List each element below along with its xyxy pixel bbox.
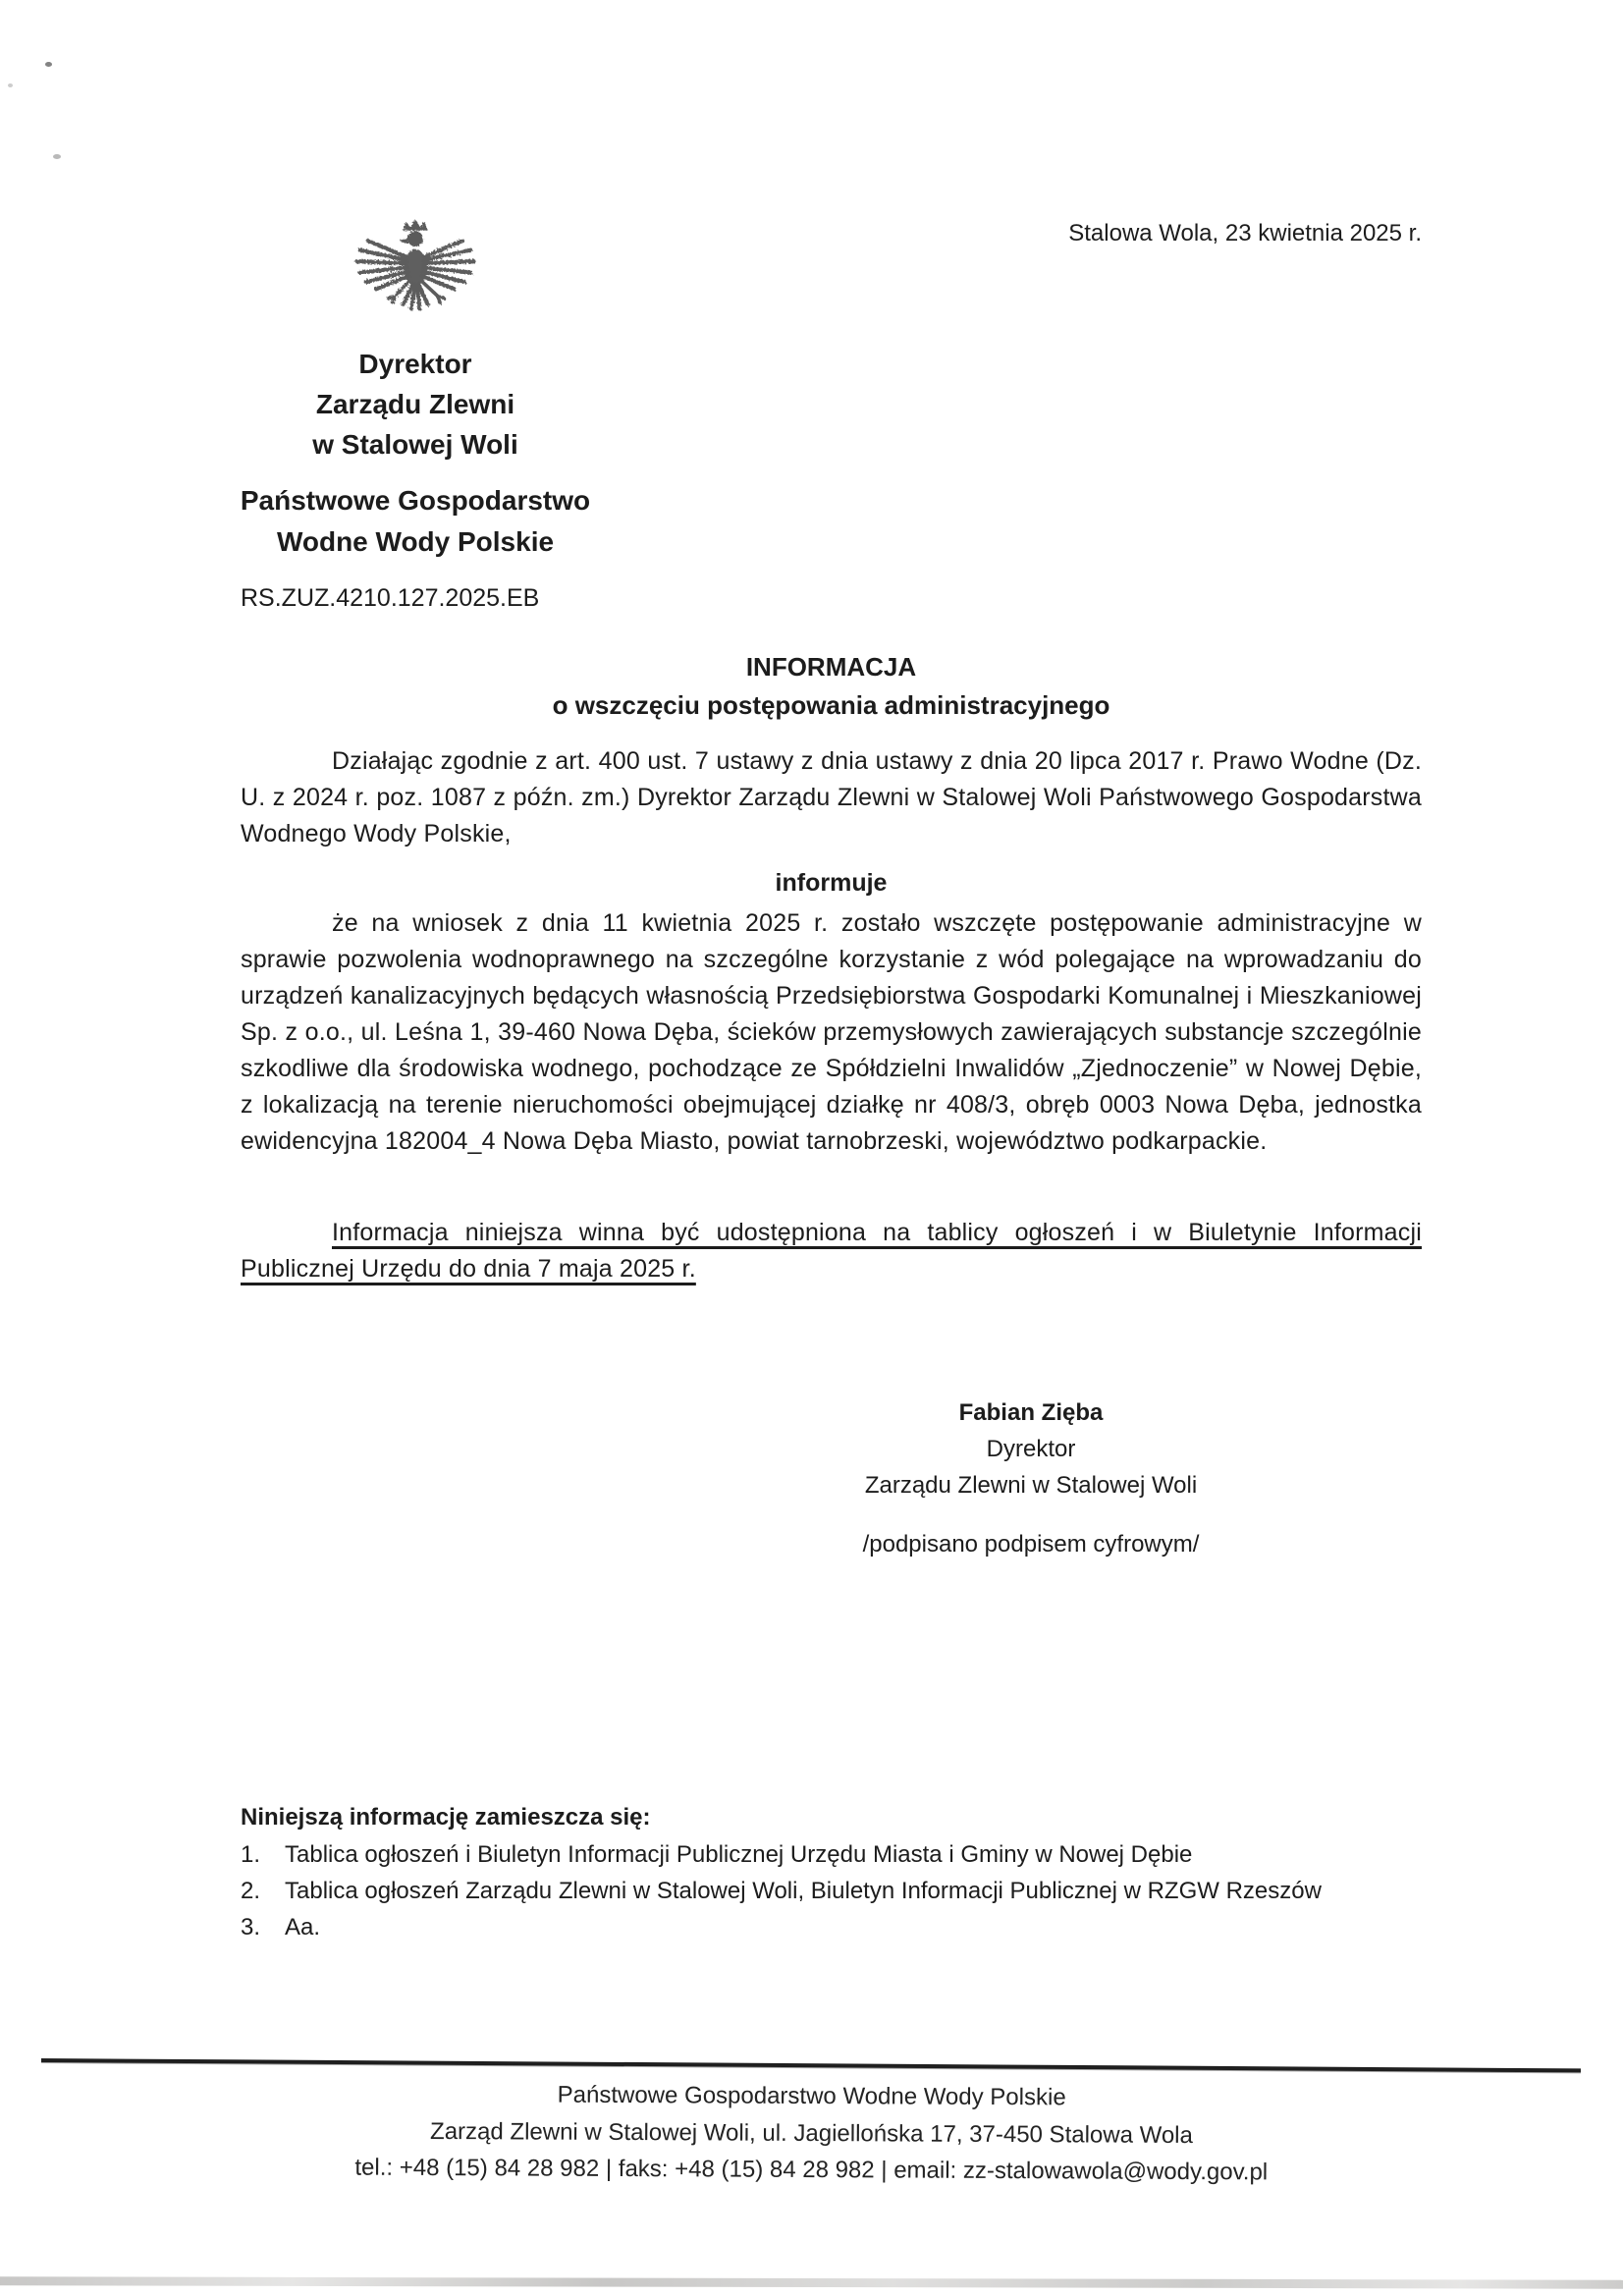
footer-org-line: Państwowe Gospodarstwo Wodne Wody Polskie bbox=[557, 2081, 1066, 2111]
scan-artifact-speck bbox=[53, 154, 61, 159]
distribution-item-text: Aa. bbox=[285, 1914, 321, 1941]
letterhead-org-line: Państwowe Gospodarstwo bbox=[240, 485, 591, 516]
signatory-title: Dyrektor bbox=[986, 1436, 1076, 1462]
document-title: INFORMACJA bbox=[745, 652, 917, 682]
footer-divider bbox=[41, 2058, 1581, 2072]
signatory-name: Fabian Zięba bbox=[958, 1399, 1104, 1426]
footer-address-line: Zarząd Zlewni w Stalowej Woli, ul. Jagiellońska 17, 37-450 Stalowa Wola bbox=[430, 2117, 1193, 2149]
letterhead-org-block bbox=[233, 480, 598, 563]
distribution-item-number: 3. bbox=[241, 1914, 261, 1941]
scan-edge-artifact bbox=[0, 2276, 1623, 2288]
distribution-item-number: 2. bbox=[241, 1878, 261, 1904]
distribution-item-number: 1. bbox=[241, 1841, 261, 1868]
paragraph-proceeding-details: że na wniosek z dnia 11 kwietnia 2025 r. zostało wszczęte postępowanie administracyjne w sprawie pozwolenia wodnoprawnego na szczególne korzystanie z wód polegające na wprowadzaniu do urządzeń kanalizacyjnych będących własnością Przedsiębiorstwa Gospodarki Komunalnej i Mieszkaniowej Sp. z o.o., ul. Leśna 1, 39-460 Nowa Dęba, ścieków przemysłowych zawierających substancje szczególnie szkodliwe dla środowiska wodnego, pochodzące ze Spółdzielni Inwalidów „Zjednoczenie” w Nowej Dębie, z lokalizacją na terenie nieruchomości obejmującej działkę nr 408/3, obręb 0003 Nowa Dęba, jednostka ewidencyjna 182004_4 Nowa Dęba Miasto, powiat tarnobrzeski, województwo podkarpackie. bbox=[241, 909, 1422, 1155]
letterhead-office-line: w Stalowej Woli bbox=[312, 429, 518, 460]
signatory-org: Zarządu Zlewni w Stalowej Woli bbox=[864, 1472, 1198, 1499]
paragraph-legal-basis: Działając zgodnie z art. 400 ust. 7 ustawy z dnia ustawy z dnia 20 lipca 2017 r. Prawo Wodne (Dz. U. z 2024 r. poz. 1087 z późn. zm.) Dyrektor Zarządu Zlewni w Stalowej Woli Państwowego Gospodarstwa Wodnego Wody Polskie, bbox=[241, 747, 1422, 847]
place-date-line: Stalowa Wola, 23 kwietnia 2025 r. bbox=[1068, 220, 1422, 246]
paragraph-publication-notice: Informacja niniejsza winna być udostępniona na tablicy ogłoszeń i w Biuletynie Informacji Publicznej Urzędu do dnia 7 maja 2025 r. bbox=[241, 1219, 1422, 1283]
letterhead-office-line: Zarządu Zlewni bbox=[315, 389, 515, 419]
scan-artifact-speck bbox=[45, 62, 52, 67]
informs-word: informuje bbox=[775, 869, 888, 897]
digital-signature-note: /podpisano podpisem cyfrowym/ bbox=[862, 1531, 1200, 1558]
distribution-item bbox=[241, 1841, 1478, 1869]
signature-block bbox=[589, 1394, 1473, 1562]
case-reference-number: RS.ZUZ.4210.127.2025.EB bbox=[241, 584, 540, 612]
distribution-heading: Niniejszą informację zamieszcza się: bbox=[241, 1804, 651, 1831]
letterhead-org-line: Wodne Wody Polskie bbox=[276, 526, 555, 557]
distribution-item bbox=[241, 1914, 1478, 1941]
distribution-item-text: Tablica ogłoszeń Zarządu Zlewni w Stalowej Woli, Biuletyn Informacji Publicznej w RZGW Rzeszów bbox=[285, 1878, 1322, 1904]
letterhead-office-block bbox=[233, 344, 598, 465]
coat-of-arms-eagle-icon bbox=[350, 214, 483, 348]
footer-contact-line: tel.: +48 (15) 84 28 982 | faks: +48 (15) 84 28 982 | email: zz-stalowawola@wody.gov.pl bbox=[354, 2154, 1269, 2186]
document-subtitle: o wszczęciu postępowania administracyjnego bbox=[552, 690, 1110, 720]
distribution-item bbox=[241, 1878, 1478, 1905]
scan-artifact-speck bbox=[8, 83, 13, 87]
document-title-block bbox=[241, 648, 1422, 725]
footer-block bbox=[0, 2074, 1623, 2193]
letterhead-office-line: Dyrektor bbox=[358, 349, 472, 379]
distribution-item-text: Tablica ogłoszeń i Biuletyn Informacji Publicznej Urzędu Miasta i Gminy w Nowej Dębie bbox=[285, 1841, 1193, 1868]
